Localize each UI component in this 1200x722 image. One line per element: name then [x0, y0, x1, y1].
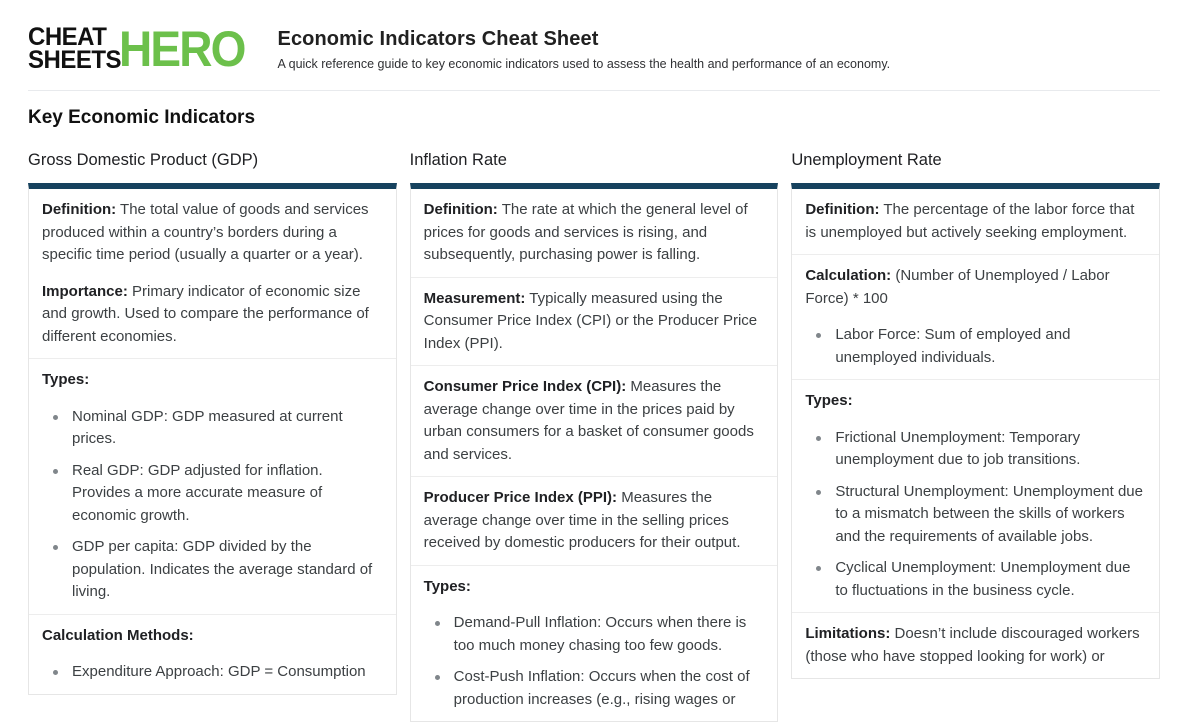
bullet-item — [805, 557, 1146, 602]
card-section — [29, 359, 396, 615]
text-block — [805, 390, 1146, 413]
card-section — [29, 615, 396, 694]
bullet-text: GDP per capita: GDP divided by the population. Indicates the average standard of living. — [72, 538, 373, 600]
indicator-column — [28, 143, 397, 722]
block-label: Definition: — [423, 201, 498, 218]
block-label: Measurement: — [423, 289, 526, 307]
bullet-dot-icon — [53, 469, 58, 474]
block-label: Producer Price Index (PPI): — [423, 489, 618, 506]
logo-hero-accent: HERO — [119, 20, 245, 77]
text-block — [42, 369, 383, 392]
logo-line-cheat: CHEAT — [28, 22, 107, 52]
bullet-text: Cyclical Unemployment: Unemployment due to fluctuations in the business cycle. — [835, 559, 1131, 599]
text-block: Importance: Primary indicator of economic size and growth. Used to compare the performance of different economies. — [42, 282, 369, 345]
text-block: Limitations: Doesn’t include discouraged workers (those who have stopped looking for work) or — [805, 625, 1140, 665]
bullet-dot-icon — [816, 436, 821, 441]
bullet-item — [424, 612, 765, 657]
bullet-dot-icon — [53, 415, 58, 420]
indicator-card — [410, 183, 779, 722]
bullet-text: Real GDP: GDP adjusted for inflation. Provides a more accurate measure of economic growth. — [72, 461, 323, 524]
card-section — [792, 613, 1159, 678]
card-section — [411, 189, 778, 278]
cheat-sheets-hero-logo — [28, 20, 256, 77]
text-block: Definition: The total value of goods and services produced within a country’s borders during a specific time period (usually a quarter or a year). — [42, 201, 369, 263]
section-title: Key Economic Indicators — [28, 107, 256, 128]
block-label: Importance: — [42, 282, 128, 300]
bullet-list — [805, 427, 1146, 603]
indicator-card — [28, 183, 397, 695]
bullet-item — [805, 427, 1146, 472]
column-title: Inflation Rate — [409, 151, 507, 169]
block-label: Calculation Methods: — [42, 626, 194, 644]
bullet-dot-icon — [53, 545, 58, 550]
block-label: Types: — [805, 392, 853, 409]
column-title: Unemployment Rate — [791, 151, 942, 169]
bullet-dot-icon — [53, 670, 58, 675]
bullet-text: Structural Unemployment: Unemployment due to a mismatch between the skills of workers and the requirements of available jobs. — [835, 482, 1143, 545]
text-block — [42, 625, 383, 648]
card-section — [792, 380, 1159, 613]
bullet-item — [805, 481, 1146, 549]
bullet-text: Expenditure Approach: GDP = Consumption — [72, 663, 366, 680]
bullet-text: Frictional Unemployment: Temporary unemployment due to job transitions. — [835, 428, 1081, 468]
bullet-text: Cost-Push Inflation: Occurs when the cost of production increases (e.g., rising wages or — [453, 668, 750, 708]
block-label: Consumer Price Index (CPI): — [423, 378, 627, 395]
block-label: Types: — [42, 371, 90, 388]
indicator-column — [410, 143, 779, 722]
logo-line-sheets: SHEETS — [28, 45, 122, 75]
page-title: Economic Indicators Cheat Sheet — [277, 27, 599, 50]
bullet-item — [42, 661, 383, 684]
bullet-text: Nominal GDP: GDP measured at current prices. — [72, 407, 343, 447]
header-text — [278, 28, 891, 71]
block-label: Limitations: — [805, 625, 891, 642]
indicator-card — [791, 183, 1160, 679]
bullet-list — [42, 661, 383, 684]
header — [28, 0, 1160, 78]
text-block — [424, 576, 765, 599]
text-block: Consumer Price Index (CPI): Measures the average change over time in the prices paid by urban consumers for a basket of consumer goods and services. — [423, 378, 754, 463]
logo-wordmark — [28, 22, 122, 75]
bullet-dot-icon — [435, 621, 440, 626]
text-block: Calculation: (Number of Unemployed / Labor Force) * 100 — [805, 267, 1110, 307]
bullet-list — [805, 324, 1146, 369]
card-section — [29, 189, 396, 359]
bullet-list — [42, 406, 383, 604]
block-label: Definition: — [42, 201, 117, 218]
bullet-item — [42, 406, 383, 451]
block-label: Definition: — [805, 201, 880, 218]
bullet-item — [805, 324, 1146, 369]
bullet-dot-icon — [816, 566, 821, 571]
indicator-column — [791, 143, 1160, 722]
card-section — [411, 477, 778, 566]
bullet-dot-icon — [816, 490, 821, 495]
text-block: Definition: The rate at which the general level of prices for goods and services is rising, and subsequently, purchasing power is falling. — [423, 201, 748, 263]
bullet-text: Labor Force: Sum of employed and unemployed individuals. — [835, 326, 1071, 366]
card-section — [411, 278, 778, 367]
bullet-text: Demand-Pull Inflation: Occurs when there is too much money chasing too few goods. — [453, 614, 747, 654]
card-section — [792, 189, 1159, 255]
indicators-grid — [28, 143, 1160, 722]
bullet-list — [424, 612, 765, 711]
bullet-dot-icon — [435, 675, 440, 680]
bullet-item — [42, 536, 383, 604]
bullet-dot-icon — [816, 333, 821, 338]
column-title: Gross Domestic Product (GDP) — [28, 151, 259, 169]
text-block: Definition: The percentage of the labor force that is unemployed but actively seeking employment. — [805, 201, 1135, 241]
block-label: Calculation: — [805, 267, 892, 284]
page-subtitle: A quick reference guide to key economic indicators used to assess the health and performance of an economy. — [277, 56, 891, 71]
text-block: Producer Price Index (PPI): Measures the average change over time in the selling prices received by domestic producers for their output. — [423, 489, 741, 551]
header-divider — [28, 90, 1160, 91]
text-block: Measurement: Typically measured using the Consumer Price Index (CPI) or the Producer Price Index (PPI). — [423, 289, 758, 352]
block-label: Types: — [423, 577, 471, 595]
card-section — [411, 366, 778, 477]
bullet-item — [424, 666, 765, 711]
card-section — [411, 566, 778, 722]
bullet-item — [42, 460, 383, 528]
card-section — [792, 255, 1159, 380]
